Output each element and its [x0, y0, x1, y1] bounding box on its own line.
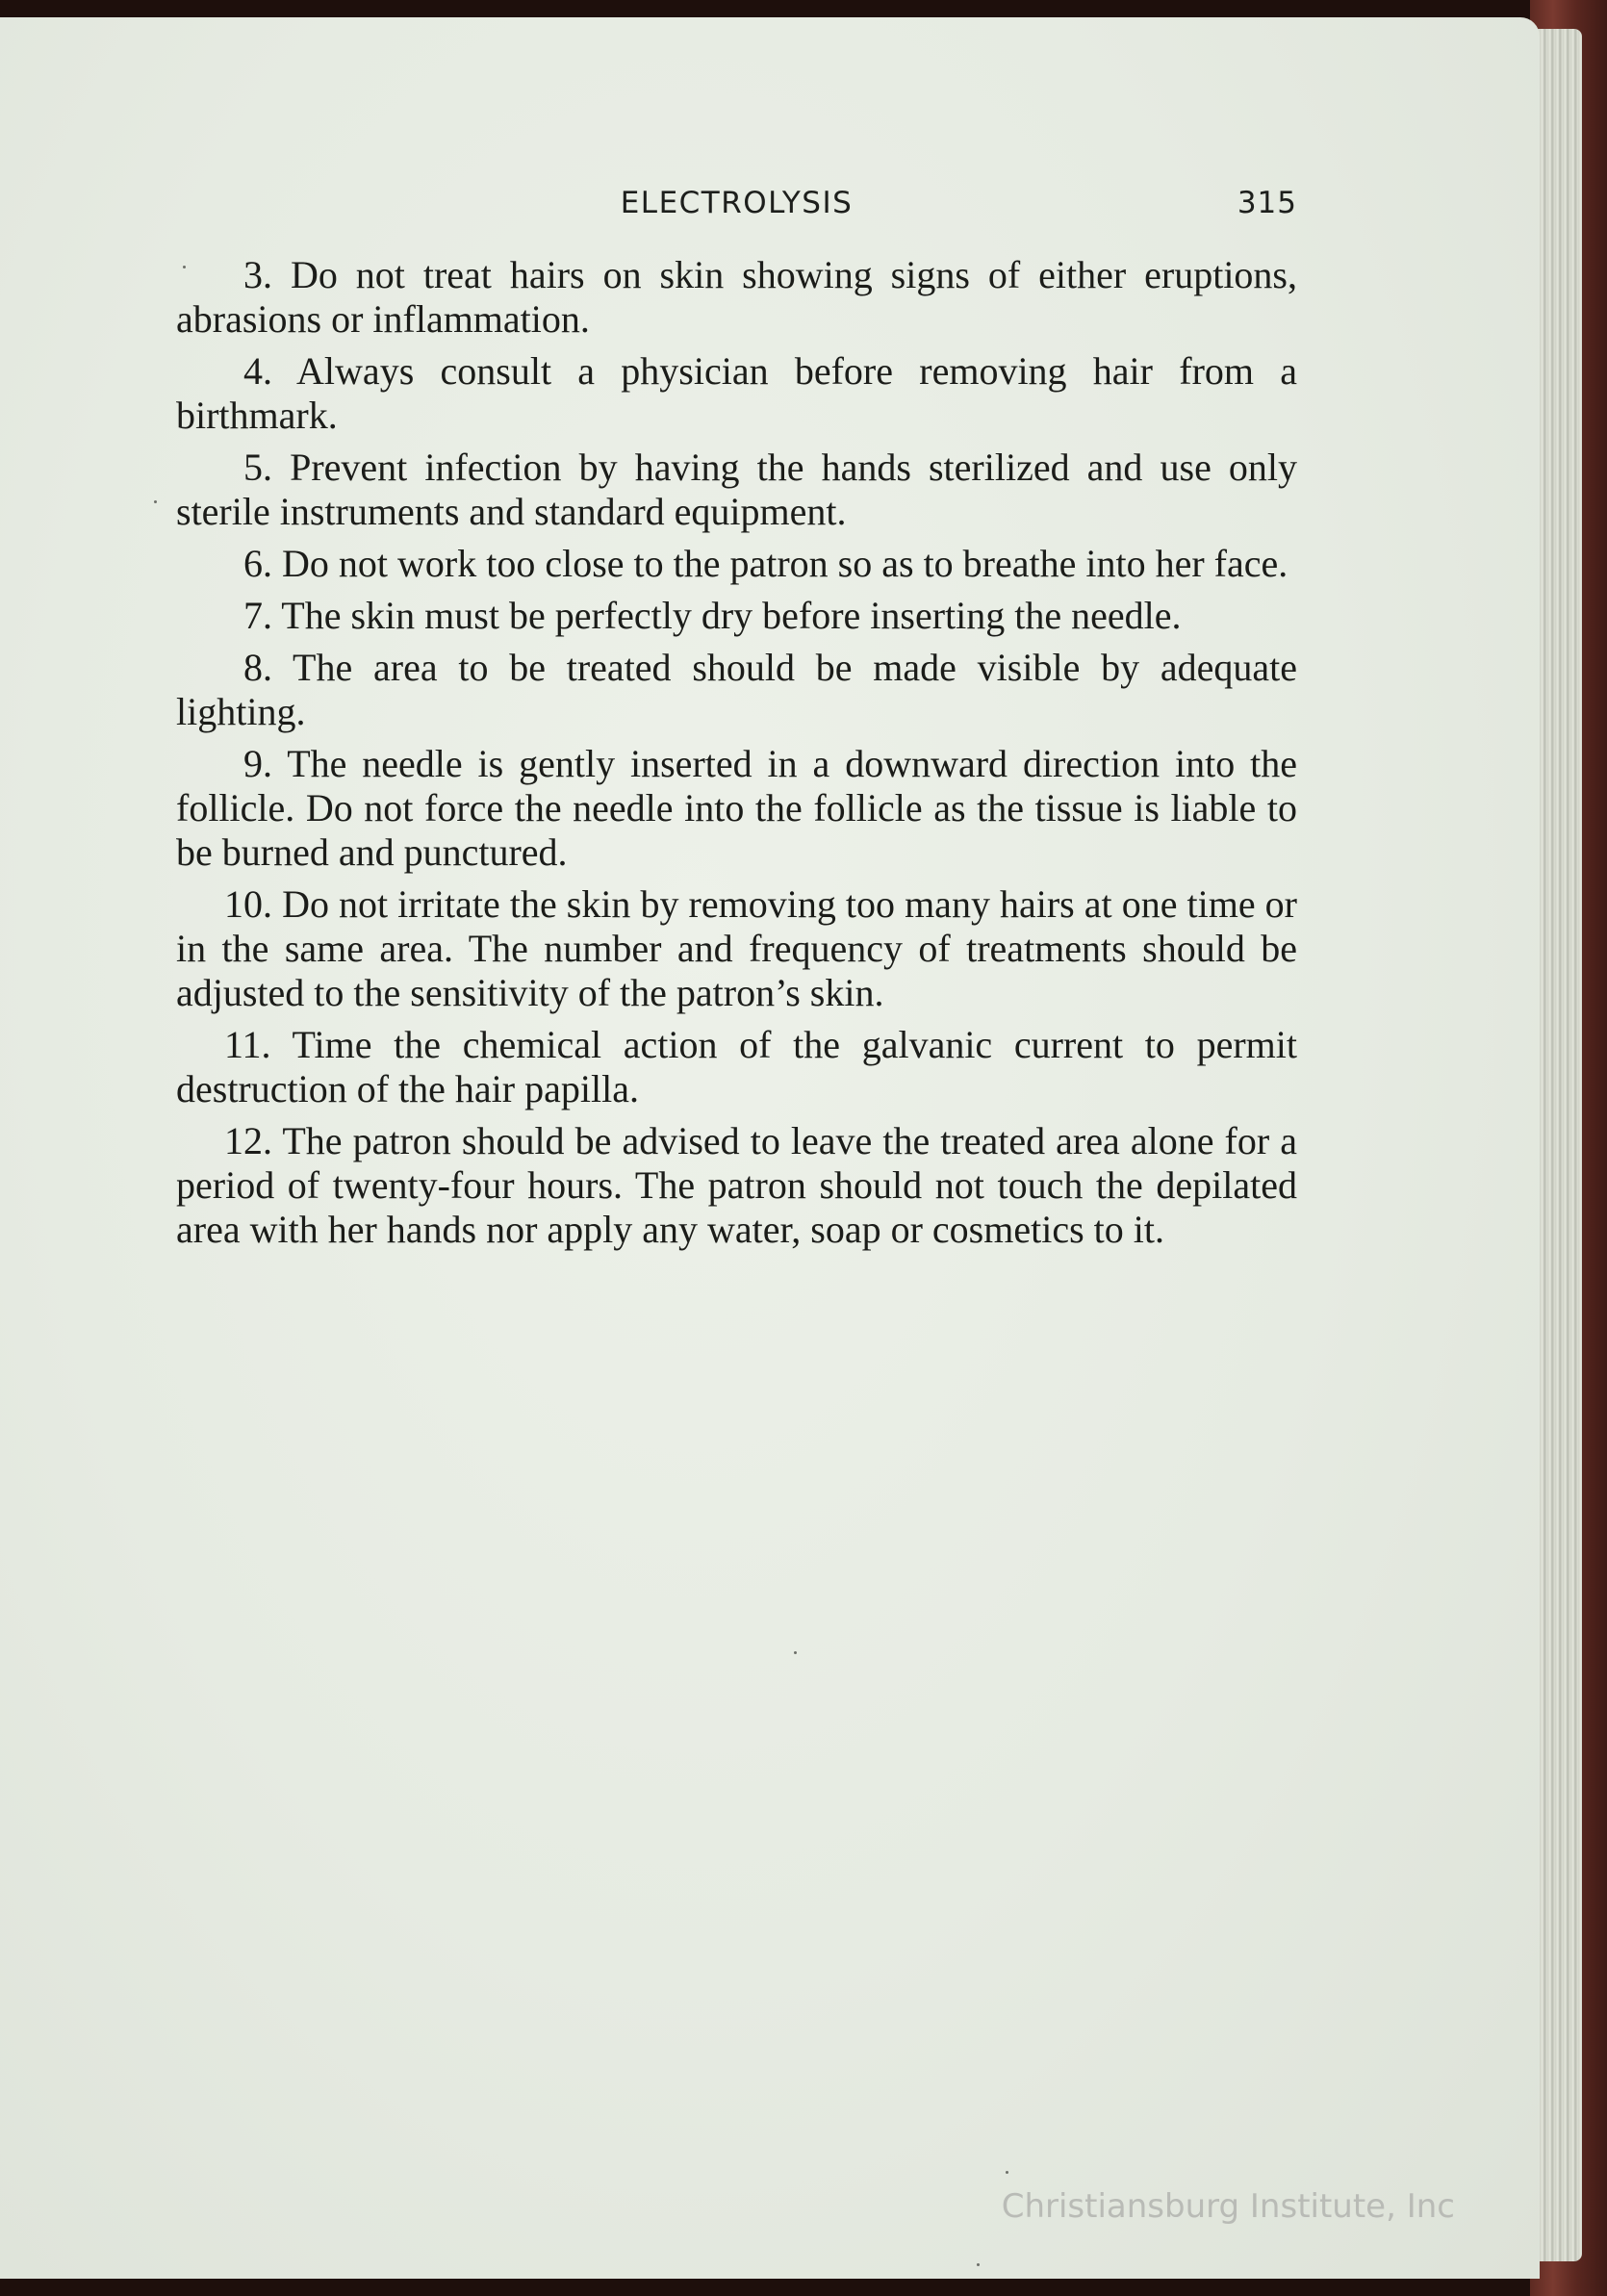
paper-fleck [794, 1651, 797, 1654]
paper-fleck [977, 2263, 980, 2266]
item-number: 6. [243, 542, 272, 585]
item-number: 10. [224, 882, 272, 926]
item-text: The patron should be advised to leave the treated area alone for a period of twenty-four hours. The patron should not touch the depilated area with her hands nor apply any water, soap or cosmetics to it. [176, 1119, 1297, 1251]
list-item-10 [176, 882, 1297, 1015]
paper-fleck [154, 500, 157, 503]
running-head [176, 186, 1297, 234]
section-title: ELECTROLYSIS [620, 186, 854, 220]
book-page [0, 17, 1540, 2279]
item-text: The needle is gently inserted in a downward direction into the follicle. Do not force the needle into the follicle as the tissue is liable to be burned and punctured. [176, 742, 1297, 874]
list-item-12 [176, 1119, 1297, 1252]
list-item-3 [176, 253, 1297, 342]
item-text: Prevent infection by having the hands sterilized and use only sterile instruments and standard equipment. [176, 446, 1298, 533]
paper-fleck [183, 266, 186, 268]
item-text: Do not treat hairs on skin showing signs of either eruptions, abrasions or inflammation. [176, 253, 1297, 341]
item-number: 11. [224, 1023, 271, 1066]
item-text: Do not irritate the skin by removing too many hairs at one time or in the same area. The number and frequency of treatments should be adjusted to the sensitivity of the patron’s skin. [176, 882, 1298, 1014]
item-number: 4. [243, 349, 272, 393]
body-text [176, 253, 1297, 1260]
paper-fleck [1006, 2171, 1008, 2174]
item-text: The skin must be perfectly dry before inserting the needle. [281, 594, 1182, 637]
list-item-9 [176, 742, 1297, 875]
list-item-4 [176, 349, 1297, 438]
list-item-11 [176, 1023, 1297, 1111]
item-number: 3. [243, 253, 272, 296]
watermark: Christiansburg Institute, Inc [1001, 2187, 1455, 2226]
item-text: The area to be treated should be made visible by adequate lighting. [176, 646, 1297, 733]
item-number: 12. [224, 1119, 272, 1162]
item-text: Do not work too close to the patron so as to breathe into her face. [282, 542, 1288, 585]
list-item-6 [176, 542, 1297, 586]
item-number: 5. [243, 446, 272, 489]
list-item-8 [176, 646, 1297, 734]
list-item-5 [176, 446, 1297, 534]
item-text: Always consult a physician before removing hair from a birthmark. [176, 349, 1297, 437]
item-text: Time the chemical action of the galvanic current to permit destruction of the hair papilla. [176, 1023, 1298, 1110]
item-number: 7. [243, 594, 272, 637]
item-number: 9. [243, 742, 272, 785]
page-number: 315 [1237, 186, 1297, 220]
list-item-7 [176, 594, 1297, 638]
item-number: 8. [243, 646, 272, 689]
